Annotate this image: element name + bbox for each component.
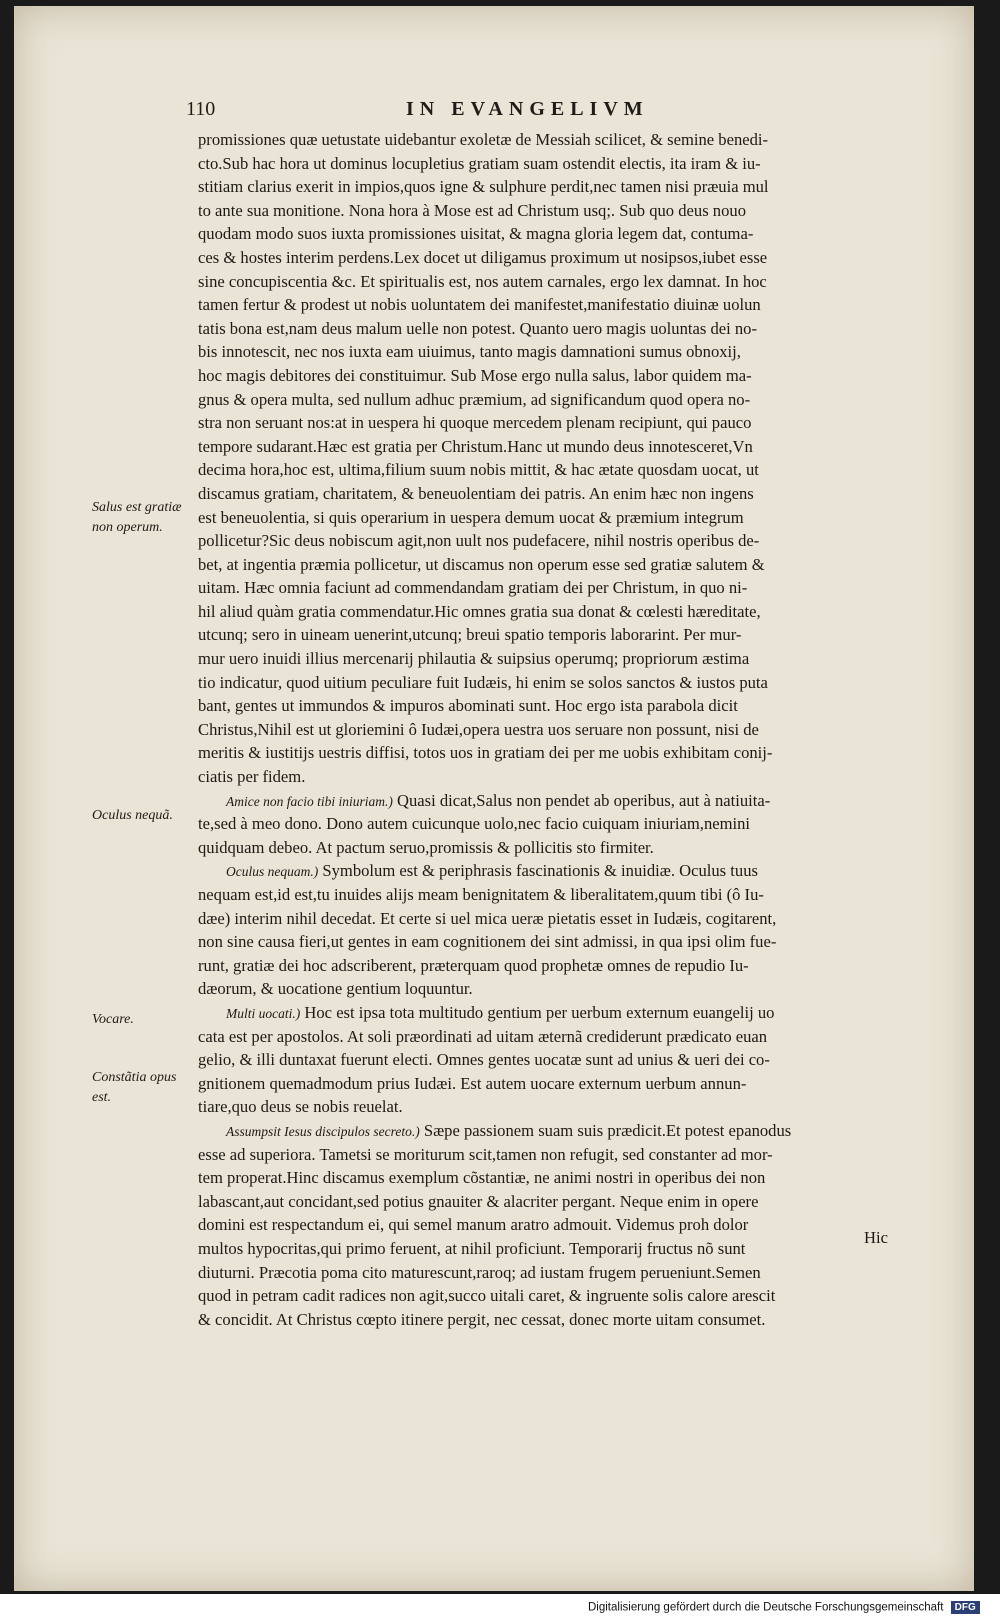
- marginal-note: Constãtia opus est.: [92, 1070, 177, 1105]
- line-text: Quasi dicat,Salus non pendet ab operibus, aut à natiuita-: [392, 790, 771, 810]
- line-text: quodam modo suos iuxta promissiones uisitat, & magna gloria legem dat, contuma-: [198, 224, 754, 244]
- line-text: sine concupiscentia &c. Et spiritualis est, nos autem carnales, ergo lex damnat. In hoc: [198, 271, 767, 291]
- line-text: tamen fertur & prodest ut nobis uoluntatem dei manifestet,manifestatio diuinæ uolun: [198, 295, 761, 315]
- text-line: [198, 553, 910, 577]
- line-text: gnitionem quemadmodum prius Iudæi. Est autem uocare externum uerbum annun-: [198, 1073, 747, 1093]
- text-line: [198, 1025, 910, 1049]
- text-line: [198, 977, 910, 1001]
- line-text: bant, gentes ut immundos & impuros abominati sunt. Hoc ergo ista parabola dicit: [198, 696, 738, 716]
- line-text: esse ad superiora. Tametsi se moriturum scit,tamen non refugit, sed constanter ad mor-: [198, 1144, 773, 1164]
- line-text: ces & hostes interim perdens.Lex docet ut diligamus proximum ut nosipsos,iubet esse: [198, 247, 768, 267]
- line-text: meritis & iustitijs uestris diffisi, totos uos in gratiam dei per me uobis exhibitam conij-: [198, 743, 773, 763]
- text-line: [198, 647, 910, 671]
- line-text: tatis bona est,nam deus malum uelle non potest. Quanto uero magis uoluntas dei no-: [198, 318, 758, 338]
- body-text: [198, 128, 910, 1331]
- text-line: [198, 883, 910, 907]
- text-line: [198, 930, 910, 954]
- line-text: stitiam clarius exerit in impios,quos igne & sulphure perdit,nec tamen nisi præuia mul: [198, 177, 769, 197]
- lemma: Multi uocati.): [226, 1005, 301, 1021]
- text-line: [198, 482, 910, 506]
- text-line: [198, 907, 910, 931]
- text-line: [198, 1119, 910, 1143]
- footer-text: Digitalisierung gefördert durch die Deutsche Forschungsgemeinschaft: [588, 1601, 944, 1614]
- line-text: hoc magis debitores dei constituimur. Sub Mose ergo nulla salus, labor quidem ma-: [198, 365, 752, 385]
- text-line: [198, 317, 910, 341]
- line-text: gelio, & illi duntaxat fuerunt electi. Omnes gentes uocatæ sunt ad unius & ueri dei co-: [198, 1050, 770, 1070]
- line-text: labascant,aut concidant,sed potius gnauiter & alacriter pergant. Neque enim in opere: [198, 1191, 759, 1211]
- line-text: quidquam debeo. At pactum seruo,promissis & pollicitis sto firmiter.: [198, 837, 654, 857]
- text-line: [198, 1190, 910, 1214]
- running-title: IN EVANGELIVM: [406, 98, 649, 120]
- line-text: domini est respectandum ei, qui semel manum aratro admouit. Videmus proh dolor: [198, 1215, 749, 1235]
- page-header: [186, 98, 896, 124]
- line-text: pollicetur?Sic deus nobiscum agit,non uult nos pudefacere, nihil nostris operibus de-: [198, 531, 760, 551]
- text-line: [198, 152, 910, 176]
- line-text: utcunq; sero in uineam uenerint,utcunq; breui spatio temporis laborarint. Per mur-: [198, 625, 742, 645]
- text-line: [198, 576, 910, 600]
- line-text: Sæpe passionem suam suis prædicit.Et potest epanodus: [419, 1120, 792, 1140]
- text-line: [198, 741, 910, 765]
- line-text: discamus gratiam, charitatem, & beneuolentiam dei patris. An enim hæc non ingens: [198, 483, 754, 503]
- text-line: [198, 364, 910, 388]
- text-line: [198, 1237, 910, 1261]
- text-line: [198, 789, 910, 813]
- line-text: bis innotescit, nec nos iuxta eam uiuimus, tanto magis damnationi sumus obnoxij,: [198, 342, 741, 362]
- line-text: te,sed à meo dono. Dono autem cuicunque uolo,nec facio cuiquam iniuriam,nemini: [198, 814, 751, 834]
- text-line: [198, 506, 910, 530]
- line-text: runt, gratiæ dei hoc adscriberent, præterquam quod prophetæ omnes de repudio Iu-: [198, 955, 749, 975]
- text-line: [198, 1308, 910, 1332]
- text-line: [198, 340, 910, 364]
- text-line: [198, 199, 910, 223]
- line-text: hil aliud quàm gratia commendatur.Hic omnes gratia sua donat & cœlesti hæreditate,: [198, 601, 761, 621]
- marginal-note: Salus est gratiæ non operum.: [92, 500, 182, 535]
- text-line: [198, 222, 910, 246]
- line-text: non sine causa fieri,ut gentes in eam cognitionem dei sint admissi, in qua ipsi olim fue-: [198, 932, 777, 952]
- text-line: [198, 765, 910, 789]
- line-text: dæorum, & uocatione gentium loquuntur.: [198, 979, 473, 999]
- line-text: nequam est,id est,tu inuides alijs meam benignitatem & liberalitatem,quum tibi (ô Iu-: [198, 885, 764, 904]
- line-text: bet, at ingentia præmia pollicetur, ut discamus non operum esse sed gratiæ salutem &: [198, 554, 765, 574]
- line-text: to ante sua monitione. Nona hora à Mose est ad Christum usq;. Sub quo deus nouo: [198, 200, 746, 220]
- line-text: promissiones quæ uetustate uidebantur exoletæ de Messiah scilicet, & semine benedi-: [198, 130, 769, 149]
- lemma: Amice non facio tibi iniuriam.): [226, 793, 393, 809]
- text-line: [198, 836, 910, 860]
- text-line: [198, 1095, 910, 1119]
- line-text: & concidit. At Christus cœpto itinere pergit, nec cessat, donec morte uitam consumet.: [198, 1309, 766, 1329]
- line-text: gnus & opera multa, sed nullum adhuc præmium, ad significandum quod opera no-: [198, 389, 751, 409]
- line-text: tio indicatur, quod uitium peculiare fuit Iudæis, hi enim se solos sanctos & iustos puta: [198, 672, 768, 692]
- line-text: Symbolum est & periphrasis fascinationis & inuidiæ. Oculus tuus: [318, 861, 758, 881]
- text-line: [198, 1261, 910, 1285]
- marginal-note: Oculus nequã.: [92, 808, 173, 823]
- line-text: tiare,quo deus se nobis reuelat.: [198, 1097, 403, 1117]
- text-line: [198, 1284, 910, 1308]
- text-line: [198, 175, 910, 199]
- text-line: [198, 1166, 910, 1190]
- text-line: [198, 694, 910, 718]
- line-text: uitam. Hæc omnia faciunt ad commendandam gratiam dei per Christum, in quo ni-: [198, 578, 748, 598]
- text-line: [198, 600, 910, 624]
- text-line: [198, 859, 910, 883]
- line-text: cata est per apostolos. At soli præordinati ad uitam æternã crediderunt prædicato euan: [198, 1026, 768, 1046]
- line-text: Hoc est ipsa tota multitudo gentium per uerbum externum euangelij uo: [300, 1002, 775, 1022]
- line-text: multos hypocritas,qui primo feruent, at nihil proficiunt. Temporarij fructus nõ sunt: [198, 1238, 746, 1258]
- text-line: [198, 671, 910, 695]
- text-line: [198, 293, 910, 317]
- line-text: ciatis per fidem.: [198, 767, 306, 787]
- text-line: [198, 411, 910, 435]
- line-text: cto.Sub hac hora ut dominus locupletius gratiam suam ostendit electis, ita iram & iu-: [198, 153, 761, 173]
- line-text: tempore sudarant.Hæc est gratia per Christum.Hanc ut mundo deus innotesceret,Vn: [198, 436, 753, 456]
- text-line: [198, 954, 910, 978]
- catchword: Hic: [864, 1228, 888, 1247]
- text-line: [198, 128, 910, 152]
- text-line: [198, 458, 910, 482]
- text-line: [198, 1213, 910, 1237]
- marginal-note: Vocare.: [92, 1012, 134, 1027]
- footer-credit: [588, 1601, 992, 1619]
- dfg-logo: DFG: [951, 1601, 980, 1614]
- text-line: [198, 1001, 910, 1025]
- line-text: est beneuolentia, si quis operarium in uespera demum uocat & præmium integrum: [198, 507, 744, 527]
- line-text: stra non seruant nos:at in uespera hi quoque mercedem plenam recipiunt, qui pauco: [198, 413, 752, 433]
- text-line: [198, 1048, 910, 1072]
- text-line: [198, 246, 910, 270]
- line-text: dæe) interim nihil decedat. Et certe si uel mica ueræ pietatis esset in Iudæis, cogitarent,: [198, 908, 777, 928]
- page-number: 110: [186, 98, 216, 120]
- text-line: [198, 1143, 910, 1167]
- line-text: mur uero inuidi illius mercenarij philautia & suipsius operumq; propriorum æstima: [198, 649, 750, 669]
- line-text: Christus,Nihil est ut gloriemini ô Iudæi,opera uestra uos seruare non possunt, nisi de: [198, 719, 759, 739]
- line-text: quod in petram cadit radices non agit,succo uitali caret, & ingruente solis calore arescit: [198, 1286, 776, 1306]
- line-text: decima hora,hoc est, ultima,filium suum nobis mittit, & hac ætate quosdam uocat, ut: [198, 460, 759, 480]
- text-line: [198, 529, 910, 553]
- text-line: [198, 812, 910, 836]
- text-line: [198, 623, 910, 647]
- line-text: tem properat.Hinc discamus exemplum cõstantiæ, ne animi nostri in operibus dei non: [198, 1168, 766, 1188]
- line-text: diuturni. Præcotia poma cito maturescunt,raroq; ad iustam frugem perueniunt.Semen: [198, 1262, 761, 1282]
- lemma: Oculus nequam.): [226, 864, 319, 880]
- text-line: [198, 1072, 910, 1096]
- text-line: [198, 435, 910, 459]
- text-line: [198, 718, 910, 742]
- text-line: [198, 388, 910, 412]
- text-line: [198, 270, 910, 294]
- lemma: Assumpsit Iesus discipulos secreto.): [226, 1123, 420, 1139]
